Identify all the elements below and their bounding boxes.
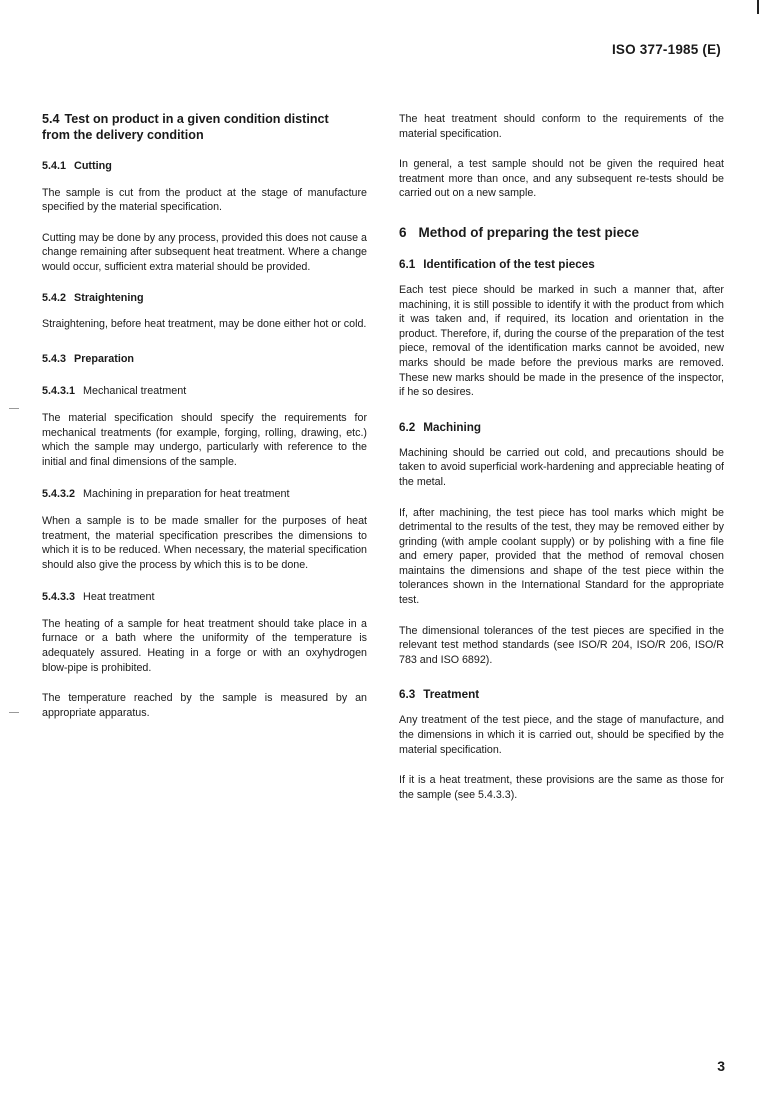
section-heading-5-4 xyxy=(42,112,367,143)
section-heading-5-4-3-1 xyxy=(42,384,367,399)
section-number: 6 xyxy=(399,224,407,240)
right-column xyxy=(399,112,724,812)
section-heading-6-1 xyxy=(399,257,724,272)
section-heading-6 xyxy=(399,225,724,241)
left-column xyxy=(42,112,367,730)
section-number: 6.3 xyxy=(399,688,416,702)
section-heading-5-4-3 xyxy=(42,352,367,367)
paragraph: Cutting may be done by any process, provided this does not cause a change remaining after subsequent heat treatment. Where a change would occur, sufficient extra material should be provided. xyxy=(42,231,367,273)
section-number: 5.4.3 xyxy=(42,352,67,365)
section-heading-6-2 xyxy=(399,420,724,435)
section-number: 6.2 xyxy=(399,420,416,434)
section-number: 5.4.1 xyxy=(42,160,67,172)
section-number: 6.1 xyxy=(399,257,416,271)
document-id-header: ISO 377-1985 (E) xyxy=(611,42,721,57)
page-number: 3 xyxy=(717,1058,725,1074)
section-title: Heat treatment xyxy=(83,591,155,604)
section-title: Straightening xyxy=(74,291,144,304)
paragraph: Each test piece should be marked in such a manner that, after machining, it is still possible to identify it with the product from which it was taken and, if required, its location and orientation in the product. Therefore, if, during the course of the preparation of the test piece, removal of the identification marks cannot be avoided, new marks should be made before the previous marks are removed. These new marks should be made in the presence of the inspector, if he so desires. xyxy=(399,283,724,399)
section-heading-5-4-3-3 xyxy=(42,590,367,605)
paragraph: In general, a test sample should not be given the required heat treatment more than once, and any subsequent re-tests should be carried out on a new sample. xyxy=(399,158,724,200)
section-title: Identification of the test pieces xyxy=(423,257,595,271)
section-heading-5-4-2 xyxy=(42,291,367,306)
paragraph: The sample is cut from the product at the stage of manufacture specified by the material specification. xyxy=(42,186,367,214)
section-title: Preparation xyxy=(74,352,135,365)
paragraph: Straightening, before heat treatment, may be done either hot or cold. xyxy=(42,318,367,331)
section-number: 5.4.3.2 xyxy=(42,488,76,501)
paragraph: The heat treatment should conform to the requirements of the material specification. xyxy=(399,113,724,140)
section-title: Machining xyxy=(423,420,482,434)
section-number: 5.4 xyxy=(42,112,60,126)
section-title: Machining in preparation for heat treatment xyxy=(83,488,290,501)
section-heading-5-4-1 xyxy=(42,159,367,174)
section-title: Cutting xyxy=(74,160,112,172)
section-title: Treatment xyxy=(423,688,480,702)
paragraph: If, after machining, the test piece has tool marks which might be detrimental to the results of the test, they may be removed either by grinding (with ample coolant supply) or by polishing with a fine file and emery paper, provided that the method of removal chosen maintains the dimensions and shape of the test piece within the tolerances shown in the International Standard for the appropriate test. xyxy=(399,506,724,607)
paragraph: The dimensional tolerances of the test pieces are specified in the relevant test method standards (see ISO/R 204, ISO/R 206, ISO/R 783 and ISO 6892). xyxy=(399,624,724,666)
scan-margin-mark xyxy=(9,712,19,717)
paragraph: Machining should be carried out cold, and precautions should be taken to avoid superficial work-hardening and appreciable heating of the metal. xyxy=(399,446,724,488)
section-number: 5.4.3.1 xyxy=(42,385,76,398)
scan-corner-mark xyxy=(757,0,759,14)
section-title: Mechanical treatment xyxy=(83,385,187,398)
section-title-line1: Test on product in a given condition distinct xyxy=(64,112,329,126)
section-heading-6-3 xyxy=(399,687,724,702)
paragraph: When a sample is to be made smaller for the purposes of heat treatment, the material specification prescribes the dimensions to which it is to be reduced. When necessary, the material specification should also give the process by which this is to be done. xyxy=(42,514,367,571)
paragraph: The material specification should specify the requirements for mechanical treatments (for example, forging, rolling, drawing, etc.) which the sample may undergo, particularly with reference to the initial and final dimensions of the sample. xyxy=(42,411,367,468)
paragraph: The heating of a sample for heat treatment should take place in a furnace or a bath where the uniformity of the temperature is adequately assured. Heating in a forge or with an oxyhydrogen blow-pipe is prohibited. xyxy=(42,617,367,674)
paragraph: If it is a heat treatment, these provisions are the same as those for the sample (see 5.4.3.3). xyxy=(399,774,724,801)
paragraph: The temperature reached by the sample is measured by an appropriate apparatus. xyxy=(42,692,367,719)
scan-margin-mark xyxy=(9,408,19,413)
section-title: Method of preparing the test piece xyxy=(418,224,640,240)
section-heading-5-4-3-2 xyxy=(42,487,367,502)
section-number: 5.4.3.3 xyxy=(42,591,76,604)
section-title-line2: from the delivery condition xyxy=(42,127,204,142)
section-number: 5.4.2 xyxy=(42,291,67,304)
paragraph: Any treatment of the test piece, and the stage of manufacture, and the dimensions in which it is carried out, should be specified by the material specification. xyxy=(399,714,724,756)
